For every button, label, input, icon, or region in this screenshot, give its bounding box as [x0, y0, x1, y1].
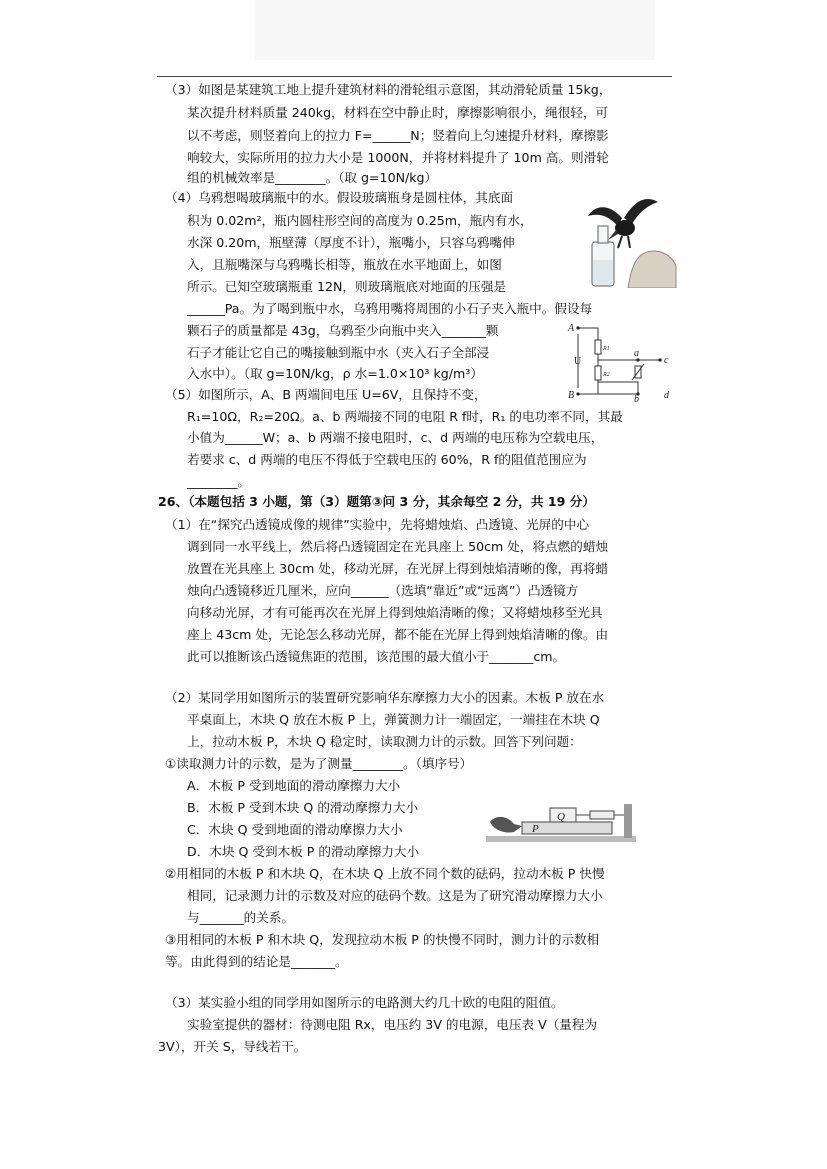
text-line: ②用相同的木板 P 和木块 Q，在木块 Q 上放不同个数的砝码，拉动木板 P 快慢 [165, 866, 605, 881]
label-d: d [664, 390, 669, 401]
label-p: P [532, 823, 539, 835]
crow-bottle-figure [578, 196, 678, 288]
text-line: 某次提升材料质量 240kg，材料在空中静止时，摩擦影响很小，绳很轻，可 [187, 105, 609, 120]
text-line: （3）如图是某建筑工地上提升建筑材料的滑轮组示意图，其动滑轮质量 15kg， [165, 82, 612, 97]
text-line: 烛向凸透镜移近几厘米，应向______（选填“靠近”或“远离”）凸透镜方 [187, 583, 579, 598]
text-line: 平桌面上，木块 Q 放在木板 P 上，弹簧测力计一端固定，一端挂在木块 Q [187, 712, 600, 727]
text-line: 放置在光具座上 30cm 处，移动光屏，在光屏上得到烛焰清晰的像，再将蜡 [187, 561, 609, 576]
text-line: 以不考虑，则竖着向上的拉力 F=______N；竖着向上匀速提升材料，摩擦影 [187, 128, 609, 143]
label-u: U [574, 356, 582, 367]
text-line: 石子才能让它自己的嘴接触到瓶中水（夹入石子全部浸 [187, 345, 490, 360]
text-line: ______Pa。为了喝到瓶中水，乌鸦用嘴将周围的小石子夹入瓶中。假设每 [187, 301, 593, 316]
text-line: ③用相同的木板 P 和木块 Q，发现拉动木板 P 的快慢不同时，测力计的示数相 [165, 932, 600, 947]
text-line: 入水中）。（取 g=10N/kg，ρ 水=1.0×10³ kg/m³） [187, 366, 483, 381]
resistor-r2 [595, 366, 601, 380]
text-line: 3V），开关 S，导线若干。 [158, 1039, 307, 1054]
option-c: C．木块 Q 受到地面的滑动摩擦力大小 [187, 822, 403, 837]
option-d: D．木块 Q 受到木板 P 的滑动摩擦力大小 [187, 844, 420, 859]
text-line: 上，拉动木板 P，木块 Q 稳定时，读取测力计的示数。回答下列问题： [187, 734, 582, 749]
text-line: 与_______的关系。 [187, 910, 295, 925]
text-line: 组的机械效率是________。（取 g=10N/kg） [187, 170, 438, 185]
text-line: 相同，记录测力计的示数及对应的砝码个数。这是为了研究滑动摩擦力大小 [187, 888, 603, 903]
label-r2: R2 [603, 372, 610, 378]
text-line: ________。 [187, 474, 250, 489]
text-line: 颗石子的质量都是 43g，乌鸦至少向瓶中夹入_______颗 [187, 323, 499, 338]
text-line: 若要求 c、d 两端的电压不得低于空载电压的 60%，R f的阻值范围应为 [187, 452, 587, 467]
text-line: 响较大，实际所用的拉力大小是 1000N，并将材料提升了 10m 高。则滑轮 [187, 150, 609, 165]
text-line: 实验室提供的器材：待测电阻 Rx，电压约 3V 的电源，电压表 V（量程为 [187, 1017, 598, 1032]
text-line: （2）某同学用如图所示的装置研究影响华东摩擦力大小的因素。木板 P 放在水 [165, 690, 605, 705]
text-line: 向移动光屏，才有可能再次在光屏上得到烛焰清晰的像；又将蜡烛移至光具 [187, 605, 603, 620]
friction-apparatus-figure [486, 796, 636, 844]
option-b: B．木板 P 受到木块 Q 的滑动摩擦力大小 [187, 800, 419, 815]
label-b: b [634, 394, 639, 402]
text-line: 积为 0.02m²，瓶内圆柱形空间的高度为 0.25m，瓶内有水， [187, 213, 533, 228]
text-line: 调到同一水平线上，然后将凸透镜固定在光具座上 50cm 处，将点燃的蜡烛 [187, 539, 609, 554]
text-line: （5）如图所示，A、B 两端间电压 U=6V，且保持不变， [165, 387, 487, 402]
label-r1: R1 [603, 346, 610, 352]
text-line: （3）某实验小组的同学用如图所示的电路测大约几十欧的电阻的阻值。 [165, 995, 564, 1010]
text-line: R₁=10Ω，R₂=20Ω。a、b 两端接不同的电阻 R f时，R₁ 的电功率不同，其最 [187, 409, 623, 424]
text-line: 等。由此得到的结论是_______。 [165, 954, 348, 969]
question-heading: 26、（本题包括 3 小题，第（3）题第③问 3 分，其余每空 2 分，共 19 分） [158, 494, 595, 509]
label-q: Q [557, 811, 565, 823]
label-a-upper: A [568, 323, 575, 334]
label-b-upper: B [568, 390, 575, 401]
text-line: 此可以推断该凸透镜焦距的范围，该范围的最大值小于_______cm。 [187, 649, 566, 664]
text-line: 入，且瓶嘴深与乌鸦嘴长相等，瓶放在水平地面上，如图 [187, 257, 502, 272]
label-c: c [664, 355, 669, 366]
text-line: 所示。已知空玻璃瓶重 12N，则玻璃瓶底对地面的压强是 [187, 279, 507, 294]
text-line: （4）乌鸦想喝玻璃瓶中的水。假设玻璃瓶身是圆柱体，其底面 [165, 190, 514, 205]
label-a: a [634, 348, 639, 359]
circuit-diagram [566, 322, 678, 402]
header-rule [157, 76, 672, 77]
text-line: 水深 0.20m，瓶壁薄（厚度不计），瓶嘴小，只容乌鸦嘴伸 [187, 235, 515, 250]
text-line: （1）在“探究凸透镜成像的规律”实验中，先将蜡烛焰、凸透镜、光屏的中心 [165, 517, 590, 532]
text-line: 小值为______W；a、b 两端不接电阻时，c、d 两端的电压称为空载电压， [187, 430, 604, 445]
option-a: A．木板 P 受到地面的滑动摩擦力大小 [187, 778, 401, 793]
header-band [255, 0, 655, 60]
text-line: 座上 43cm 处，无论怎么移动光屏，都不能在光屏上得到烛焰清晰的像。由 [187, 627, 609, 642]
text-line: ①读取测力计的示数，是为了测量________。（填序号） [165, 756, 473, 771]
resistor-r1 [595, 340, 601, 354]
